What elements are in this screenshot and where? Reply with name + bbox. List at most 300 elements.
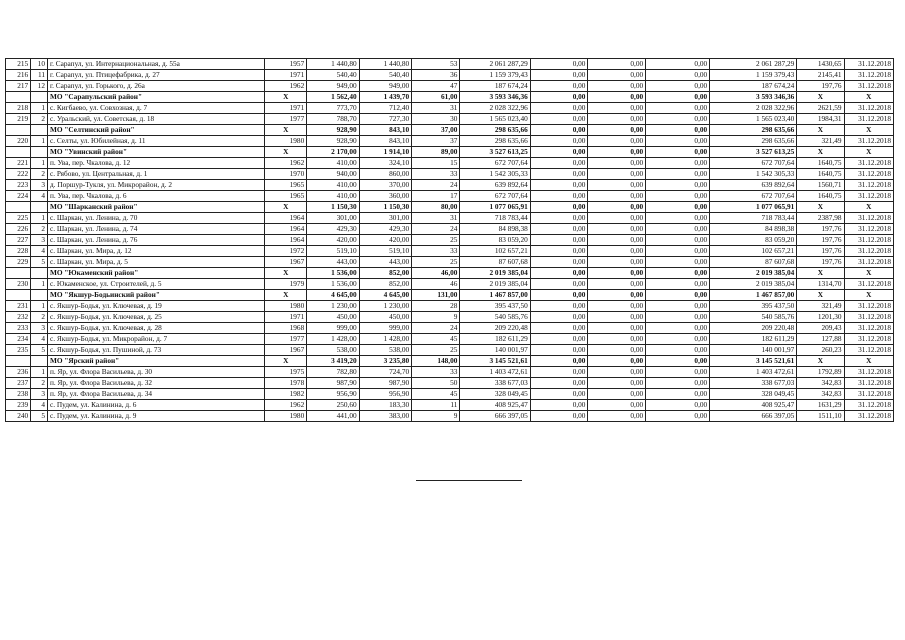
address-cell: с. Якшур-Бодья, ул. Микрорайон, д. 7 xyxy=(47,334,264,345)
deadline-cell: 31.12.2018 xyxy=(844,334,893,345)
living-area-cell: 1 440,80 xyxy=(359,59,411,70)
total-cost-cell: 140 001,97 xyxy=(710,345,797,356)
year-cell: 1975 xyxy=(265,367,307,378)
budget-cost-cell: 0,00 xyxy=(588,279,646,290)
year-cell: 1962 xyxy=(265,400,307,411)
living-area-cell: 852,00 xyxy=(359,268,411,279)
budget-cost-cell: 0,00 xyxy=(588,158,646,169)
year-cell: 1964 xyxy=(265,213,307,224)
deadline-cell: 31.12.2018 xyxy=(844,70,893,81)
deadline-cell: 31.12.2018 xyxy=(844,180,893,191)
district-subtotal-row xyxy=(6,356,894,367)
year-cell: 1972 xyxy=(265,246,307,257)
sub-number-cell: 10 xyxy=(31,59,48,70)
table-row xyxy=(6,213,894,224)
owners-cost-cell: 0,00 xyxy=(646,257,710,268)
year-cell: 1965 xyxy=(265,191,307,202)
residents-cell: 11 xyxy=(412,400,460,411)
row-number-cell: 218 xyxy=(6,103,31,114)
living-area-cell: 1 230,00 xyxy=(359,301,411,312)
deadline-cell: 31.12.2018 xyxy=(844,103,893,114)
living-area-cell: 538,00 xyxy=(359,345,411,356)
total-cost-cell: 540 585,76 xyxy=(710,312,797,323)
budget-cost-cell: 0,00 xyxy=(588,224,646,235)
address-cell: с. Якшур-Бодья, ул. Ключевая, д. 28 xyxy=(47,323,264,334)
total-area-cell: 410,00 xyxy=(307,191,359,202)
district-subtotal-row xyxy=(6,268,894,279)
table-row xyxy=(6,70,894,81)
total-cost-cell: 83 059,20 xyxy=(710,235,797,246)
sub-number-cell: 2 xyxy=(31,114,48,125)
row-number-cell: 228 xyxy=(6,246,31,257)
year-cell: 1962 xyxy=(265,158,307,169)
sub-number-cell: 1 xyxy=(31,158,48,169)
fund-cost-cell: 0,00 xyxy=(530,70,588,81)
address-cell: с. Шаркан, ул. Ленина, д. 74 xyxy=(47,224,264,235)
table-row xyxy=(6,103,894,114)
living-area-cell: 429,30 xyxy=(359,224,411,235)
year-cell: 1977 xyxy=(265,114,307,125)
owners-cost-cell: 0,00 xyxy=(646,224,710,235)
total-cost-cell: 666 397,05 xyxy=(710,411,797,422)
owners-cost-cell: 0,00 xyxy=(646,323,710,334)
deadline-cell: 31.12.2018 xyxy=(844,345,893,356)
address-cell: п. Ува, пер. Чкалова, д. 6 xyxy=(47,191,264,202)
fund-cost-cell: 0,00 xyxy=(530,114,588,125)
deadline-cell: 31.12.2018 xyxy=(844,312,893,323)
owners-cost-cell: 0,00 xyxy=(646,268,710,279)
total-area-cell: 3 419,20 xyxy=(307,356,359,367)
row-number-cell: 219 xyxy=(6,114,31,125)
fund-cost-cell: 0,00 xyxy=(530,356,588,367)
deadline-cell: 31.12.2018 xyxy=(844,323,893,334)
fund-cost-cell: 0,00 xyxy=(530,345,588,356)
table-row xyxy=(6,180,894,191)
address-cell: г. Сарапул, ул. Интернациональная, д. 55а xyxy=(47,59,264,70)
year-cell: 1962 xyxy=(265,81,307,92)
address-cell: с. Шаркан, ул. Мира, д. 12 xyxy=(47,246,264,257)
deadline-cell: 31.12.2018 xyxy=(844,158,893,169)
budget-cost-cell: 0,00 xyxy=(588,257,646,268)
sub-number-cell: 5 xyxy=(31,345,48,356)
row-number-cell: 236 xyxy=(6,367,31,378)
year-cell: 1965 xyxy=(265,180,307,191)
table-row xyxy=(6,400,894,411)
fund-cost-cell: 0,00 xyxy=(530,103,588,114)
deadline-cell: X xyxy=(844,268,893,279)
deadline-cell: 31.12.2018 xyxy=(844,367,893,378)
owners-cost-cell: 0,00 xyxy=(646,367,710,378)
deadline-cell: 31.12.2018 xyxy=(844,257,893,268)
residents-cell: 24 xyxy=(412,180,460,191)
total-area-cell: 782,80 xyxy=(307,367,359,378)
year-cell: 1980 xyxy=(265,136,307,147)
unit-cost-cell: 1201,30 xyxy=(797,312,844,323)
address-cell: МО "Селтинский район" xyxy=(47,125,264,136)
unit-cost-cell: 1792,89 xyxy=(797,367,844,378)
fund-cost-cell: 0,00 xyxy=(530,147,588,158)
unit-cost-cell: 197,76 xyxy=(797,235,844,246)
fund-cost-cell: 0,00 xyxy=(530,180,588,191)
owners-cost-cell: 0,00 xyxy=(646,246,710,257)
deadline-cell: 31.12.2018 xyxy=(844,59,893,70)
repair-cost-cell: 209 220,48 xyxy=(460,323,530,334)
budget-cost-cell: 0,00 xyxy=(588,125,646,136)
residents-cell: 25 xyxy=(412,235,460,246)
living-area-cell: 443,00 xyxy=(359,257,411,268)
total-area-cell: 410,00 xyxy=(307,158,359,169)
residents-cell: 28 xyxy=(412,301,460,312)
sub-number-cell: 1 xyxy=(31,301,48,312)
total-cost-cell: 395 437,50 xyxy=(710,301,797,312)
address-cell: с. Пудем, ул. Калинина, д. 6 xyxy=(47,400,264,411)
deadline-cell: 31.12.2018 xyxy=(844,224,893,235)
row-number-cell: 215 xyxy=(6,59,31,70)
living-area-cell: 843,10 xyxy=(359,136,411,147)
table-row xyxy=(6,81,894,92)
unit-cost-cell: 1560,71 xyxy=(797,180,844,191)
sub-number-cell: 4 xyxy=(31,400,48,411)
address-cell: с. Якшур-Бодья, ул. Ключевая, д. 19 xyxy=(47,301,264,312)
row-number-cell xyxy=(6,92,31,103)
fund-cost-cell: 0,00 xyxy=(530,301,588,312)
repair-cost-cell: 1 403 472,61 xyxy=(460,367,530,378)
repair-cost-cell: 328 049,45 xyxy=(460,389,530,400)
table-row xyxy=(6,257,894,268)
year-cell: 1980 xyxy=(265,411,307,422)
residents-cell: 80,00 xyxy=(412,202,460,213)
total-area-cell: 441,00 xyxy=(307,411,359,422)
total-cost-cell: 3 593 346,36 xyxy=(710,92,797,103)
owners-cost-cell: 0,00 xyxy=(646,356,710,367)
table-row xyxy=(6,235,894,246)
repair-cost-cell: 84 898,38 xyxy=(460,224,530,235)
table-row xyxy=(6,136,894,147)
deadline-cell: 31.12.2018 xyxy=(844,191,893,202)
total-area-cell: 4 645,00 xyxy=(307,290,359,301)
fund-cost-cell: 0,00 xyxy=(530,389,588,400)
table-row xyxy=(6,114,894,125)
fund-cost-cell: 0,00 xyxy=(530,191,588,202)
owners-cost-cell: 0,00 xyxy=(646,389,710,400)
deadline-cell: 31.12.2018 xyxy=(844,400,893,411)
total-area-cell: 773,70 xyxy=(307,103,359,114)
total-area-cell: 429,30 xyxy=(307,224,359,235)
total-area-cell: 928,90 xyxy=(307,136,359,147)
address-cell: с. Шаркан, ул. Ленина, д. 76 xyxy=(47,235,264,246)
table-row xyxy=(6,411,894,422)
fund-cost-cell: 0,00 xyxy=(530,158,588,169)
fund-cost-cell: 0,00 xyxy=(530,279,588,290)
row-number-cell: 231 xyxy=(6,301,31,312)
unit-cost-cell: 1314,70 xyxy=(797,279,844,290)
sub-number-cell: 1 xyxy=(31,213,48,224)
row-number-cell xyxy=(6,268,31,279)
residents-cell: 25 xyxy=(412,345,460,356)
sub-number-cell: 1 xyxy=(31,367,48,378)
total-area-cell: 999,00 xyxy=(307,323,359,334)
sub-number-cell: 2 xyxy=(31,312,48,323)
repair-cost-cell: 1 542 305,33 xyxy=(460,169,530,180)
total-cost-cell: 1 159 379,43 xyxy=(710,70,797,81)
living-area-cell: 450,00 xyxy=(359,312,411,323)
residents-cell: 33 xyxy=(412,367,460,378)
sub-number-cell: 2 xyxy=(31,378,48,389)
row-number-cell: 227 xyxy=(6,235,31,246)
repair-cost-cell: 182 611,29 xyxy=(460,334,530,345)
fund-cost-cell: 0,00 xyxy=(530,59,588,70)
living-area-cell: 1 439,70 xyxy=(359,92,411,103)
sub-number-cell xyxy=(31,202,48,213)
housing-register-table xyxy=(5,58,894,422)
table-row xyxy=(6,389,894,400)
sub-number-cell: 2 xyxy=(31,169,48,180)
total-cost-cell: 187 674,24 xyxy=(710,81,797,92)
year-cell: 1979 xyxy=(265,279,307,290)
total-area-cell: 1 440,80 xyxy=(307,59,359,70)
deadline-cell: X xyxy=(844,202,893,213)
address-cell: с. Шаркан, ул. Ленина, д. 70 xyxy=(47,213,264,224)
sub-number-cell xyxy=(31,290,48,301)
owners-cost-cell: 0,00 xyxy=(646,290,710,301)
sub-number-cell xyxy=(31,147,48,158)
residents-cell: 36 xyxy=(412,70,460,81)
deadline-cell: 31.12.2018 xyxy=(844,389,893,400)
living-area-cell: 4 645,00 xyxy=(359,290,411,301)
year-cell: X xyxy=(265,147,307,158)
unit-cost-cell: 1511,10 xyxy=(797,411,844,422)
row-number-cell: 233 xyxy=(6,323,31,334)
residents-cell: 30 xyxy=(412,114,460,125)
living-area-cell: 999,00 xyxy=(359,323,411,334)
total-cost-cell: 298 635,66 xyxy=(710,136,797,147)
owners-cost-cell: 0,00 xyxy=(646,59,710,70)
unit-cost-cell: 1984,31 xyxy=(797,114,844,125)
deadline-cell: 31.12.2018 xyxy=(844,301,893,312)
address-cell: д. Поршур-Тукля, ул. Микрорайон, д. 2 xyxy=(47,180,264,191)
year-cell: 1977 xyxy=(265,334,307,345)
unit-cost-cell: 1430,65 xyxy=(797,59,844,70)
row-number-cell xyxy=(6,147,31,158)
unit-cost-cell: 2387,98 xyxy=(797,213,844,224)
total-area-cell: 940,00 xyxy=(307,169,359,180)
table-row xyxy=(6,345,894,356)
page-end-divider xyxy=(416,480,522,481)
year-cell: 1967 xyxy=(265,345,307,356)
row-number-cell: 232 xyxy=(6,312,31,323)
table-row xyxy=(6,312,894,323)
repair-cost-cell: 1 077 065,91 xyxy=(460,202,530,213)
table-row xyxy=(6,367,894,378)
table-row xyxy=(6,378,894,389)
residents-cell: 9 xyxy=(412,411,460,422)
fund-cost-cell: 0,00 xyxy=(530,202,588,213)
district-subtotal-row xyxy=(6,290,894,301)
sub-number-cell xyxy=(31,125,48,136)
year-cell: 1968 xyxy=(265,323,307,334)
budget-cost-cell: 0,00 xyxy=(588,59,646,70)
address-cell: с. Селты, ул. Юбилейная, д. 11 xyxy=(47,136,264,147)
row-number-cell: 239 xyxy=(6,400,31,411)
address-cell: с. Якшур-Бодья, ул. Пушиной, д. 73 xyxy=(47,345,264,356)
total-area-cell: 987,90 xyxy=(307,378,359,389)
total-area-cell: 788,70 xyxy=(307,114,359,125)
owners-cost-cell: 0,00 xyxy=(646,70,710,81)
owners-cost-cell: 0,00 xyxy=(646,378,710,389)
residents-cell: 24 xyxy=(412,323,460,334)
owners-cost-cell: 0,00 xyxy=(646,125,710,136)
budget-cost-cell: 0,00 xyxy=(588,312,646,323)
total-area-cell: 1 536,00 xyxy=(307,279,359,290)
district-subtotal-row xyxy=(6,202,894,213)
total-area-cell: 450,00 xyxy=(307,312,359,323)
repair-cost-cell: 1 159 379,43 xyxy=(460,70,530,81)
repair-cost-cell: 2 028 322,96 xyxy=(460,103,530,114)
owners-cost-cell: 0,00 xyxy=(646,345,710,356)
total-cost-cell: 298 635,66 xyxy=(710,125,797,136)
owners-cost-cell: 0,00 xyxy=(646,411,710,422)
fund-cost-cell: 0,00 xyxy=(530,367,588,378)
row-number-cell xyxy=(6,290,31,301)
year-cell: X xyxy=(265,202,307,213)
row-number-cell: 222 xyxy=(6,169,31,180)
district-subtotal-row xyxy=(6,147,894,158)
unit-cost-cell: 197,76 xyxy=(797,246,844,257)
budget-cost-cell: 0,00 xyxy=(588,92,646,103)
row-number-cell xyxy=(6,202,31,213)
repair-cost-cell: 1 565 023,40 xyxy=(460,114,530,125)
year-cell: X xyxy=(265,125,307,136)
owners-cost-cell: 0,00 xyxy=(646,136,710,147)
unit-cost-cell: 197,76 xyxy=(797,81,844,92)
residents-cell: 50 xyxy=(412,378,460,389)
budget-cost-cell: 0,00 xyxy=(588,356,646,367)
living-area-cell: 383,00 xyxy=(359,411,411,422)
fund-cost-cell: 0,00 xyxy=(530,224,588,235)
address-cell: МО "Сарапульский район" xyxy=(47,92,264,103)
table-row xyxy=(6,191,894,202)
unit-cost-cell: 1640,75 xyxy=(797,169,844,180)
fund-cost-cell: 0,00 xyxy=(530,312,588,323)
owners-cost-cell: 0,00 xyxy=(646,191,710,202)
repair-cost-cell: 87 607,68 xyxy=(460,257,530,268)
total-cost-cell: 2 061 287,29 xyxy=(710,59,797,70)
address-cell: г. Сарапул, ул. Птицефабрика, д. 27 xyxy=(47,70,264,81)
living-area-cell: 1 428,00 xyxy=(359,334,411,345)
table-row xyxy=(6,334,894,345)
year-cell: 1957 xyxy=(265,59,307,70)
residents-cell: 47 xyxy=(412,81,460,92)
row-number-cell: 240 xyxy=(6,411,31,422)
sub-number-cell: 4 xyxy=(31,246,48,257)
address-cell: г. Сарапул, ул. Горького, д. 26а xyxy=(47,81,264,92)
total-cost-cell: 328 049,45 xyxy=(710,389,797,400)
owners-cost-cell: 0,00 xyxy=(646,180,710,191)
owners-cost-cell: 0,00 xyxy=(646,213,710,224)
total-cost-cell: 3 145 521,61 xyxy=(710,356,797,367)
unit-cost-cell: 197,76 xyxy=(797,257,844,268)
residents-cell: 148,00 xyxy=(412,356,460,367)
unit-cost-cell: X xyxy=(797,290,844,301)
unit-cost-cell: 197,76 xyxy=(797,224,844,235)
total-cost-cell: 338 677,03 xyxy=(710,378,797,389)
living-area-cell: 987,90 xyxy=(359,378,411,389)
table-row xyxy=(6,169,894,180)
total-area-cell: 949,00 xyxy=(307,81,359,92)
year-cell: X xyxy=(265,268,307,279)
address-cell: МО "Якшур-Бодьинский район" xyxy=(47,290,264,301)
sub-number-cell: 5 xyxy=(31,257,48,268)
owners-cost-cell: 0,00 xyxy=(646,158,710,169)
living-area-cell: 949,00 xyxy=(359,81,411,92)
sub-number-cell: 4 xyxy=(31,334,48,345)
total-cost-cell: 718 783,44 xyxy=(710,213,797,224)
total-area-cell: 519,10 xyxy=(307,246,359,257)
budget-cost-cell: 0,00 xyxy=(588,334,646,345)
year-cell: X xyxy=(265,290,307,301)
total-area-cell: 1 428,00 xyxy=(307,334,359,345)
fund-cost-cell: 0,00 xyxy=(530,400,588,411)
total-area-cell: 928,90 xyxy=(307,125,359,136)
budget-cost-cell: 0,00 xyxy=(588,323,646,334)
budget-cost-cell: 0,00 xyxy=(588,411,646,422)
year-cell: 1982 xyxy=(265,389,307,400)
sub-number-cell: 1 xyxy=(31,103,48,114)
year-cell: 1970 xyxy=(265,169,307,180)
owners-cost-cell: 0,00 xyxy=(646,114,710,125)
total-area-cell: 1 562,40 xyxy=(307,92,359,103)
total-area-cell: 301,00 xyxy=(307,213,359,224)
row-number-cell: 223 xyxy=(6,180,31,191)
budget-cost-cell: 0,00 xyxy=(588,70,646,81)
year-cell: 1964 xyxy=(265,224,307,235)
budget-cost-cell: 0,00 xyxy=(588,301,646,312)
total-cost-cell: 408 925,47 xyxy=(710,400,797,411)
repair-cost-cell: 1 467 857,00 xyxy=(460,290,530,301)
unit-cost-cell: 260,23 xyxy=(797,345,844,356)
deadline-cell: X xyxy=(844,290,893,301)
living-area-cell: 1 914,10 xyxy=(359,147,411,158)
budget-cost-cell: 0,00 xyxy=(588,235,646,246)
repair-cost-cell: 338 677,03 xyxy=(460,378,530,389)
row-number-cell: 238 xyxy=(6,389,31,400)
deadline-cell: 31.12.2018 xyxy=(844,411,893,422)
deadline-cell: 31.12.2018 xyxy=(844,378,893,389)
fund-cost-cell: 0,00 xyxy=(530,257,588,268)
district-subtotal-row xyxy=(6,92,894,103)
fund-cost-cell: 0,00 xyxy=(530,92,588,103)
residents-cell: 89,00 xyxy=(412,147,460,158)
deadline-cell: 31.12.2018 xyxy=(844,213,893,224)
total-cost-cell: 102 657,21 xyxy=(710,246,797,257)
year-cell: 1967 xyxy=(265,257,307,268)
budget-cost-cell: 0,00 xyxy=(588,136,646,147)
deadline-cell: 31.12.2018 xyxy=(844,279,893,290)
total-cost-cell: 2 019 385,04 xyxy=(710,279,797,290)
total-cost-cell: 1 403 472,61 xyxy=(710,367,797,378)
address-cell: МО "Шарканский район" xyxy=(47,202,264,213)
deadline-cell: X xyxy=(844,92,893,103)
sub-number-cell: 12 xyxy=(31,81,48,92)
residents-cell: 37,00 xyxy=(412,125,460,136)
living-area-cell: 852,00 xyxy=(359,279,411,290)
repair-cost-cell: 639 892,64 xyxy=(460,180,530,191)
living-area-cell: 860,00 xyxy=(359,169,411,180)
unit-cost-cell: X xyxy=(797,92,844,103)
budget-cost-cell: 0,00 xyxy=(588,389,646,400)
fund-cost-cell: 0,00 xyxy=(530,268,588,279)
district-subtotal-row xyxy=(6,125,894,136)
